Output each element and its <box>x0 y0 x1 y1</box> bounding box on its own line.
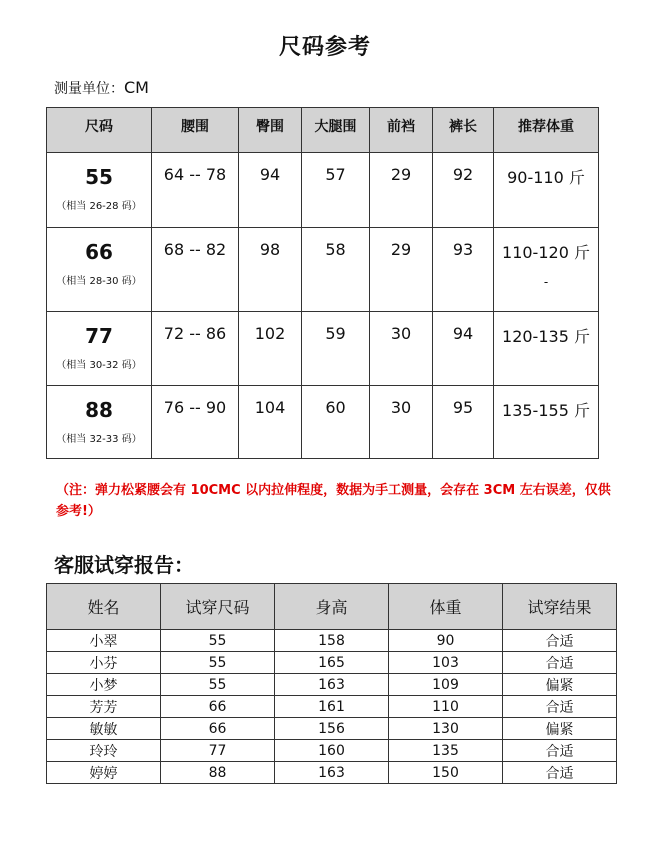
length-cell: 93 <box>433 228 494 312</box>
header-length: 裤长 <box>433 108 494 153</box>
table-row <box>47 696 617 718</box>
weight-cell <box>494 153 599 228</box>
height-cell: 161 <box>275 696 389 718</box>
rise-cell: 29 <box>370 153 433 228</box>
length-cell: 94 <box>433 312 494 386</box>
table-row <box>47 762 617 784</box>
header-size: 尺码 <box>47 108 152 153</box>
waist-cell: 72 -- 86 <box>152 312 239 386</box>
thigh-cell: 58 <box>302 228 370 312</box>
result-cell: 偏紧 <box>503 674 617 696</box>
body-weight-cell: 90 <box>389 630 503 652</box>
size-chart-table <box>46 107 599 459</box>
body-weight-cell: 109 <box>389 674 503 696</box>
try-size-cell: 88 <box>161 762 275 784</box>
height-cell: 156 <box>275 718 389 740</box>
header-hip: 臀围 <box>239 108 302 153</box>
size-equivalent: （相当 28-30 码） <box>56 276 142 287</box>
size-cell <box>47 312 152 386</box>
name-cell: 芳芳 <box>47 696 161 718</box>
result-cell: 偏紧 <box>503 718 617 740</box>
thigh-cell: 57 <box>302 153 370 228</box>
header-name: 姓名 <box>47 584 161 630</box>
size-row <box>47 228 599 312</box>
height-cell: 163 <box>275 674 389 696</box>
size-row <box>47 386 599 459</box>
name-cell: 小翠 <box>47 630 161 652</box>
name-cell: 小梦 <box>47 674 161 696</box>
name-cell: 玲玲 <box>47 740 161 762</box>
size-equivalent: （相当 32-33 码） <box>56 434 142 445</box>
unit-label: 测量单位： <box>54 81 124 97</box>
table-row <box>47 718 617 740</box>
size-cell <box>47 228 152 312</box>
size-number: 55 <box>85 165 113 189</box>
size-equivalent: （相当 30-32 码） <box>56 360 142 371</box>
try-size-cell: 55 <box>161 652 275 674</box>
name-cell: 小芬 <box>47 652 161 674</box>
body-weight-cell: 130 <box>389 718 503 740</box>
try-size-cell: 77 <box>161 740 275 762</box>
size-number: 88 <box>85 398 113 422</box>
report-header-row <box>47 584 617 630</box>
header-weight: 推荐体重 <box>494 108 599 153</box>
try-size-cell: 55 <box>161 674 275 696</box>
measurement-note: （注：弹力松紧腰会有 10CMC 以内拉伸程度，数据为手工测量，会存在 3CM 左右误差，仅供参考!） <box>56 483 611 519</box>
header-rise: 前裆 <box>370 108 433 153</box>
header-try-size: 试穿尺码 <box>161 584 275 630</box>
size-chart-header-row <box>47 108 599 153</box>
hip-cell: 94 <box>239 153 302 228</box>
weight-cell <box>494 312 599 386</box>
length-cell: 92 <box>433 153 494 228</box>
name-cell: 敏敏 <box>47 718 161 740</box>
thigh-cell: 60 <box>302 386 370 459</box>
header-height: 身高 <box>275 584 389 630</box>
result-cell: 合适 <box>503 630 617 652</box>
hip-cell: 102 <box>239 312 302 386</box>
header-body-weight: 体重 <box>389 584 503 630</box>
size-equivalent: （相当 26-28 码） <box>56 201 142 212</box>
rise-cell: 30 <box>370 386 433 459</box>
weight-value: 135-155 斤 <box>502 401 590 420</box>
result-cell: 合适 <box>503 652 617 674</box>
table-row <box>47 630 617 652</box>
hip-cell: 98 <box>239 228 302 312</box>
header-waist: 腰围 <box>152 108 239 153</box>
size-cell <box>47 386 152 459</box>
report-title: 客服试穿报告： <box>54 553 194 577</box>
body-weight-cell: 135 <box>389 740 503 762</box>
weight-value: 90-110 斤 <box>507 168 585 187</box>
body-weight-cell: 150 <box>389 762 503 784</box>
size-row <box>47 153 599 228</box>
rise-cell: 30 <box>370 312 433 386</box>
weight-value: 120-135 斤 <box>502 327 590 346</box>
size-number: 77 <box>85 324 113 348</box>
page-title: 尺码参考 <box>278 35 371 60</box>
height-cell: 160 <box>275 740 389 762</box>
fitting-report-table <box>46 583 617 784</box>
result-cell: 合适 <box>503 762 617 784</box>
height-cell: 165 <box>275 652 389 674</box>
hip-cell: 104 <box>239 386 302 459</box>
table-row <box>47 674 617 696</box>
waist-cell: 64 -- 78 <box>152 153 239 228</box>
height-cell: 163 <box>275 762 389 784</box>
waist-cell: 76 -- 90 <box>152 386 239 459</box>
weight-cell <box>494 228 599 312</box>
header-result: 试穿结果 <box>503 584 617 630</box>
size-number: 66 <box>85 240 113 264</box>
unit-value: CM <box>124 78 149 97</box>
weight-cell <box>494 386 599 459</box>
height-cell: 158 <box>275 630 389 652</box>
header-thigh: 大腿围 <box>302 108 370 153</box>
length-cell: 95 <box>433 386 494 459</box>
body-weight-cell: 103 <box>389 652 503 674</box>
name-cell: 婷婷 <box>47 762 161 784</box>
thigh-cell: 59 <box>302 312 370 386</box>
try-size-cell: 55 <box>161 630 275 652</box>
weight-value: 110-120 斤 <box>502 243 590 262</box>
result-cell: 合适 <box>503 696 617 718</box>
table-row <box>47 652 617 674</box>
size-row <box>47 312 599 386</box>
result-cell: 合适 <box>503 740 617 762</box>
measurement-unit <box>54 78 149 98</box>
try-size-cell: 66 <box>161 718 275 740</box>
size-cell <box>47 153 152 228</box>
weight-extra-mark: - <box>543 275 549 289</box>
rise-cell: 29 <box>370 228 433 312</box>
body-weight-cell: 110 <box>389 696 503 718</box>
table-row <box>47 740 617 762</box>
try-size-cell: 66 <box>161 696 275 718</box>
waist-cell: 68 -- 82 <box>152 228 239 312</box>
